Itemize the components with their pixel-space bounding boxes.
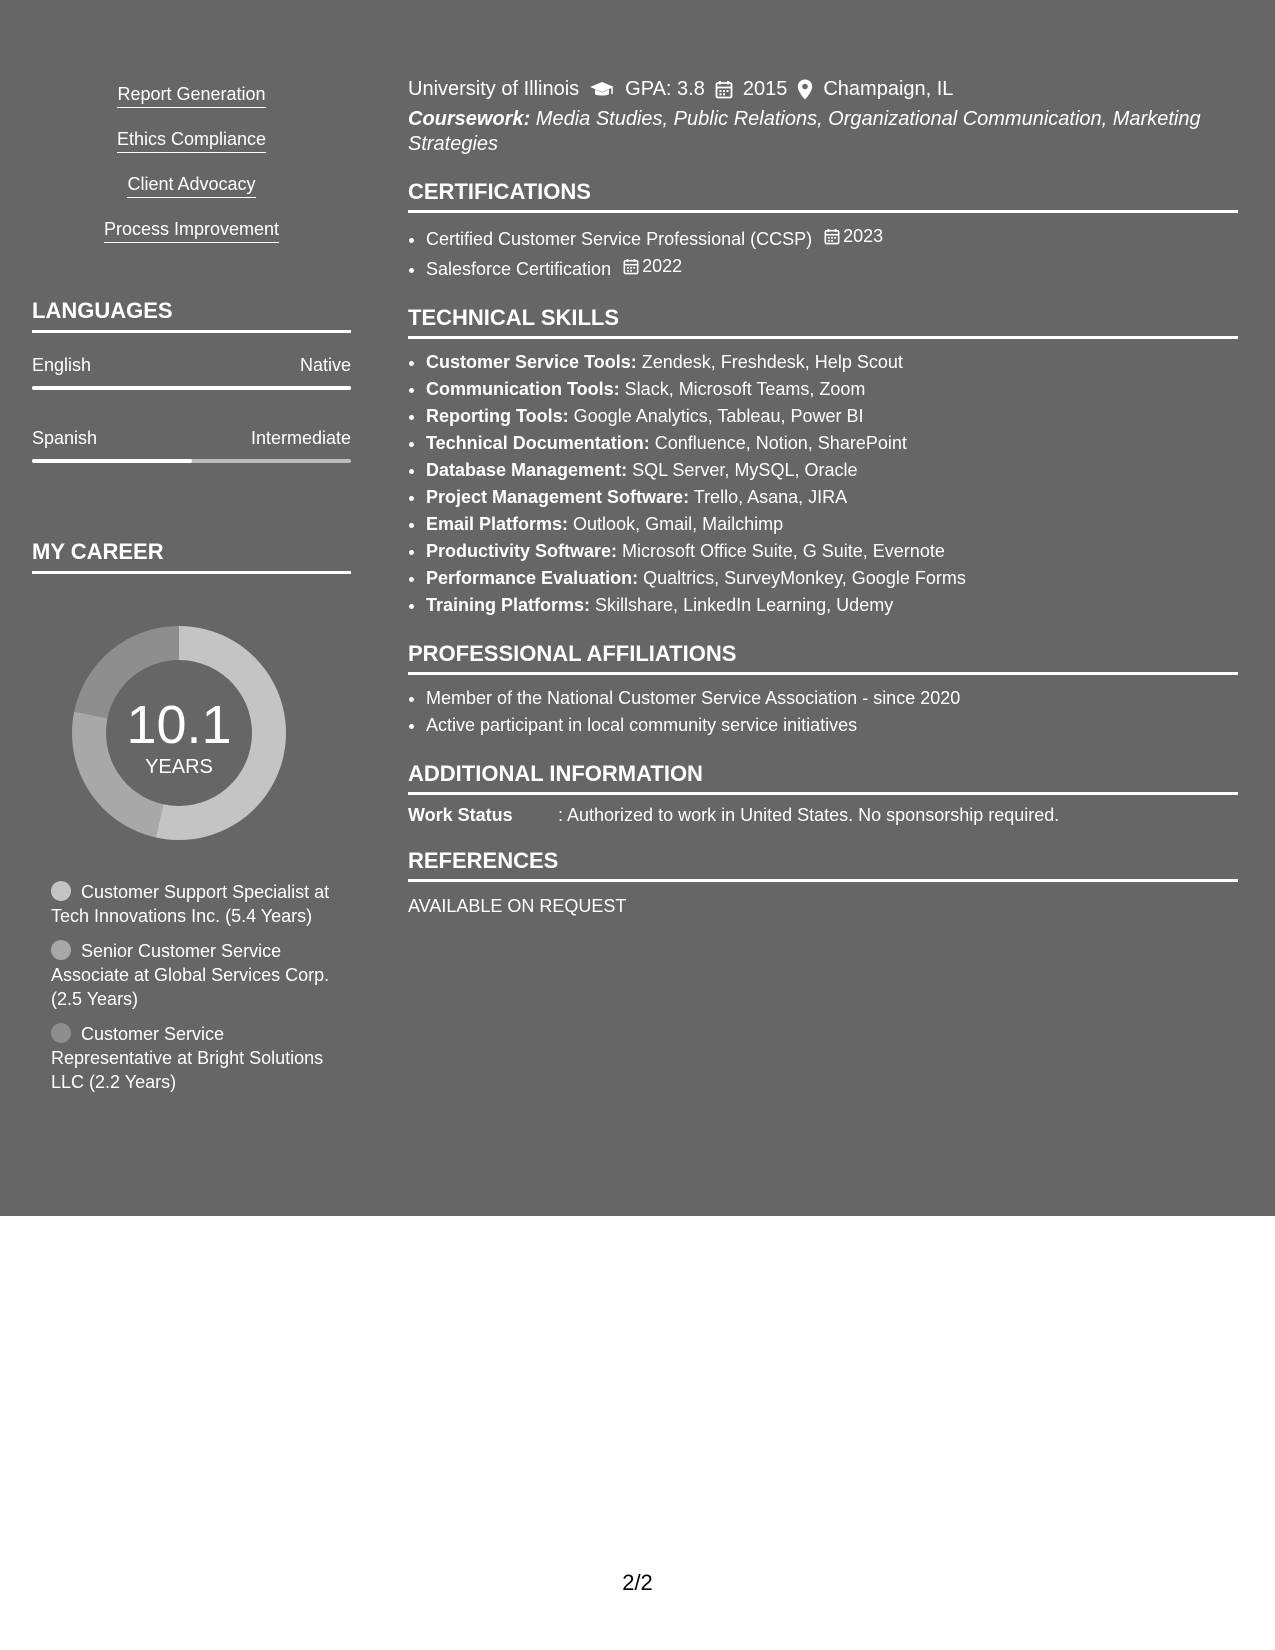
page-number: 2/2 bbox=[622, 1570, 653, 1595]
language-bar bbox=[32, 386, 351, 390]
language-level: Native bbox=[299, 355, 351, 375]
technical-skills-section bbox=[408, 305, 1238, 619]
work-status bbox=[408, 805, 1238, 826]
affiliations-title: PROFESSIONAL AFFILIATIONS bbox=[408, 641, 1238, 675]
gpa: GPA: 3.8 bbox=[625, 78, 705, 100]
technical-skill-item bbox=[426, 376, 1238, 403]
coursework-text: Media Studies, Public Relations, Organizational Communication, Marketing Strategies bbox=[408, 108, 1201, 155]
work-status-label: Work Status bbox=[408, 805, 513, 825]
languages-section bbox=[32, 298, 351, 463]
left-column bbox=[32, 84, 351, 574]
career-job-label: Customer Support Specialist at Tech Innovations Inc. (5.4 Years) bbox=[51, 882, 330, 926]
references-section bbox=[408, 848, 1238, 917]
skill-category: Email Platforms: bbox=[426, 514, 569, 534]
language-item bbox=[32, 355, 351, 390]
affiliations-section bbox=[408, 641, 1238, 739]
skill-values: SQL Server, MySQL, Oracle bbox=[627, 460, 858, 480]
language-item bbox=[32, 428, 351, 463]
additional-info-title: ADDITIONAL INFORMATION bbox=[408, 761, 1238, 795]
language-name: English bbox=[32, 355, 92, 375]
technical-skill-item bbox=[426, 565, 1238, 592]
language-bar-fill bbox=[32, 386, 351, 390]
legend-dot-icon bbox=[51, 1023, 71, 1043]
legend-dot-icon bbox=[51, 881, 71, 901]
certification-year: 2022 bbox=[642, 256, 683, 276]
skill-values: Confluence, Notion, SharePoint bbox=[649, 433, 907, 453]
skill-category: Performance Evaluation: bbox=[426, 568, 639, 588]
certification-item bbox=[426, 223, 1238, 253]
legend-dot-icon bbox=[51, 940, 71, 960]
affiliation-item: • Member of the National Customer Service Association - since 2020 bbox=[426, 685, 1238, 712]
technical-skill-item bbox=[426, 484, 1238, 511]
career-title: MY CAREER bbox=[32, 539, 351, 574]
skill-category: Communication Tools: bbox=[426, 379, 620, 399]
career-job-label: Senior Customer Service Associate at Global Services Corp. (2.5 Years) bbox=[51, 941, 330, 1009]
skill-values: Trello, Asana, JIRA bbox=[689, 487, 848, 507]
skill-tag: Report Generation bbox=[117, 84, 265, 108]
career-legend-item bbox=[51, 939, 341, 1011]
certification-name: Salesforce Certification bbox=[426, 259, 612, 279]
certifications-list bbox=[408, 223, 1238, 283]
skill-tag: Ethics Compliance bbox=[117, 129, 266, 153]
references-title: REFERENCES bbox=[408, 848, 1238, 882]
skill-category: Technical Documentation: bbox=[426, 433, 650, 453]
coursework bbox=[408, 107, 1238, 157]
skill-values: Slack, Microsoft Teams, Zoom bbox=[619, 379, 866, 399]
calendar-icon bbox=[715, 80, 733, 99]
career-legend-item bbox=[51, 1022, 341, 1094]
skill-values: Zendesk, Freshdesk, Help Scout bbox=[636, 352, 903, 372]
right-column bbox=[408, 78, 1238, 917]
language-bar bbox=[32, 459, 351, 463]
coursework-label: Coursework: bbox=[408, 108, 531, 130]
additional-info-section bbox=[408, 761, 1238, 826]
career-total-value: 10.1 bbox=[126, 695, 232, 755]
certifications-title: CERTIFICATIONS bbox=[408, 179, 1238, 213]
career-total-unit: YEARS bbox=[145, 756, 213, 778]
languages-title: LANGUAGES bbox=[32, 298, 351, 333]
skill-category: Reporting Tools: bbox=[426, 406, 569, 426]
technical-skill-item bbox=[426, 538, 1238, 565]
skill-values: Microsoft Office Suite, G Suite, Evernote bbox=[617, 541, 945, 561]
technical-skill-item bbox=[426, 349, 1238, 376]
graduation-year: 2015 bbox=[742, 78, 788, 100]
skill-category: Customer Service Tools: bbox=[426, 352, 637, 372]
technical-skill-item bbox=[426, 403, 1238, 430]
work-status-value: : Authorized to work in United States. No sponsorship required. bbox=[558, 805, 1060, 825]
career-legend bbox=[51, 880, 341, 1105]
calendar-icon bbox=[824, 228, 840, 245]
skill-tag: Client Advocacy bbox=[127, 174, 255, 198]
affiliation-item: • Active participant in local community service initiatives bbox=[426, 712, 1238, 739]
school-name: University of Illinois bbox=[408, 78, 580, 100]
skill-category: Project Management Software: bbox=[426, 487, 690, 507]
skill-category: Database Management: bbox=[426, 460, 628, 480]
references-text: AVAILABLE ON REQUEST bbox=[408, 896, 627, 916]
affiliations-list bbox=[408, 685, 1238, 739]
certifications-section bbox=[408, 179, 1238, 283]
skill-tag: Process Improvement bbox=[104, 219, 279, 243]
language-name: Spanish bbox=[32, 428, 98, 448]
language-bar-fill bbox=[32, 459, 192, 463]
technical-skill-item bbox=[426, 430, 1238, 457]
skill-values: Skillshare, LinkedIn Learning, Udemy bbox=[590, 595, 894, 615]
calendar-icon bbox=[623, 258, 639, 275]
career-legend-item bbox=[51, 880, 341, 928]
skill-values: Google Analytics, Tableau, Power BI bbox=[568, 406, 864, 426]
certification-name: Certified Customer Service Professional (CCSP) bbox=[426, 229, 813, 249]
technical-skill-item bbox=[426, 511, 1238, 538]
technical-skills-list bbox=[408, 349, 1238, 619]
skill-category: Productivity Software: bbox=[426, 541, 618, 561]
education-line bbox=[408, 78, 1238, 101]
skills-list bbox=[32, 84, 351, 264]
school-location: Champaign, IL bbox=[823, 78, 954, 100]
career-job-label: Customer Service Representative at Bright Solutions LLC (2.2 Years) bbox=[51, 1024, 324, 1092]
language-level: Intermediate bbox=[250, 428, 351, 448]
career-donut-chart bbox=[66, 620, 292, 846]
technical-skill-item bbox=[426, 457, 1238, 484]
skill-values: Outlook, Gmail, Mailchimp bbox=[568, 514, 784, 534]
certification-item bbox=[426, 253, 1238, 283]
location-pin-icon bbox=[797, 79, 813, 100]
technical-skill-item bbox=[426, 592, 1238, 619]
technical-skills-title: TECHNICAL SKILLS bbox=[408, 305, 1238, 339]
skill-values: Qualtrics, SurveyMonkey, Google Forms bbox=[638, 568, 966, 588]
certification-year: 2023 bbox=[843, 226, 884, 246]
career-section bbox=[32, 539, 351, 574]
skill-category: Training Platforms: bbox=[426, 595, 591, 615]
graduation-cap-icon bbox=[589, 81, 615, 99]
